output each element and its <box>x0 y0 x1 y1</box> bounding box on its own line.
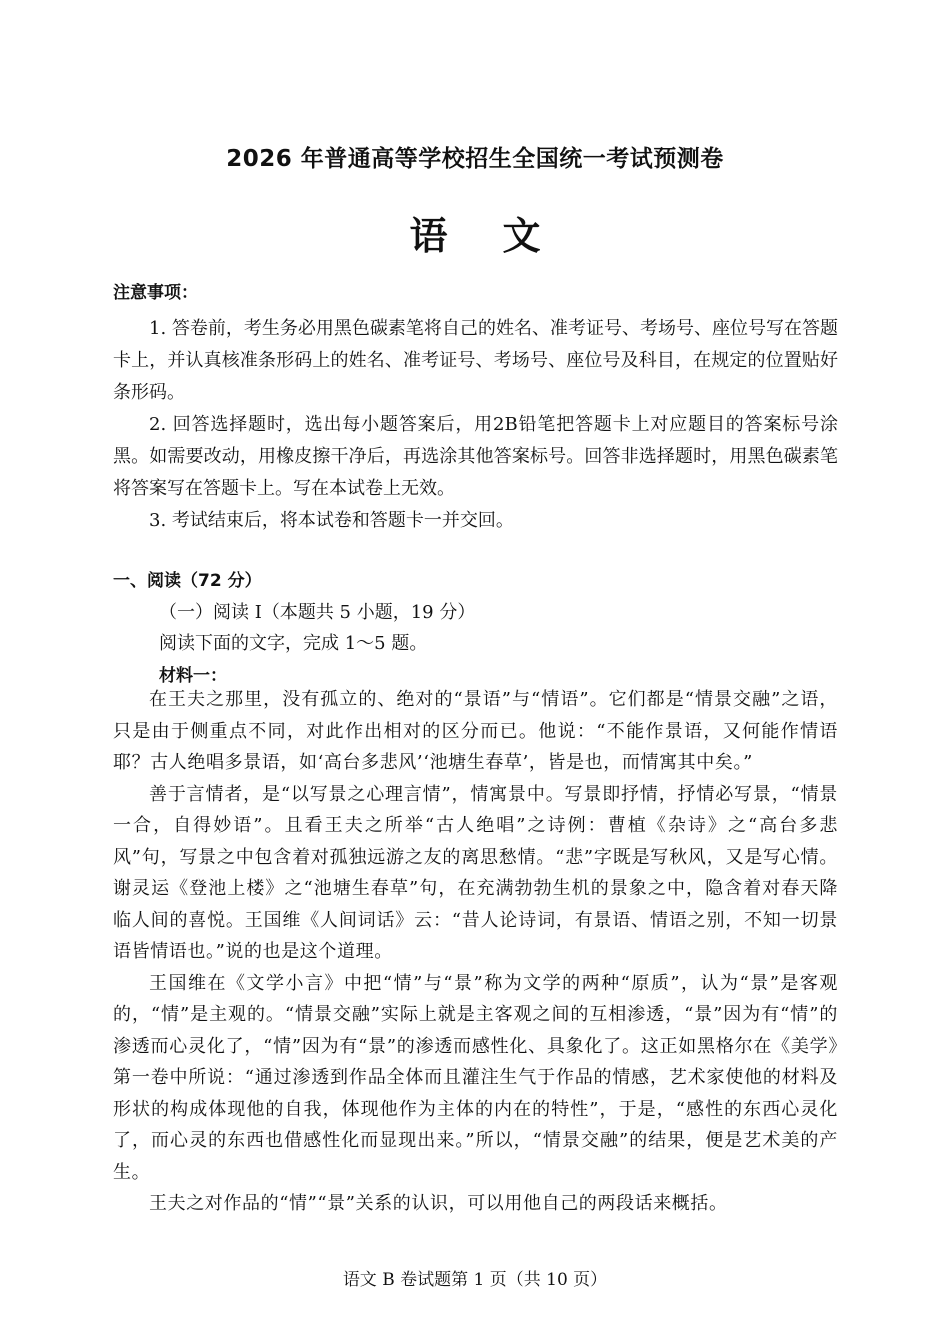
material-paragraph-3: 王国维在《文学小言》中把“情”与“景”称为文学的两种“原质”，认为“景”是客观的，“情”是主观的。“情景交融”实际上就是主客观之间的互相渗透，“景”因为有“情”的渗透而心灵化了，“情”因为有“景”的渗透而感性化、具象化了。这正如黑格尔在《美学》第一卷中所说：“通过渗透到作品全体而且灌注生气于作品的情感，艺术家使他的材料及形状的构成体现他的自我，体现他作为主体的内在的特性”，于是，“感性的东西心灵化了，而心灵的东西也借感性化而显现出来。”所以，“情景交融”的结果，便是艺术美的产生。 <box>113 972 838 1183</box>
exam-title: 2026 年普通高等学校招生全国统一考试预测卷 <box>226 146 724 172</box>
section-heading: 一、阅读（72 分） <box>113 571 262 591</box>
material-paragraph-4: 王夫之对作品的“情”“景”关系的认识，可以用他自己的两段话来概括。 <box>149 1193 728 1214</box>
material-body <box>113 684 838 1220</box>
notice-item-2: 2. 回答选择题时，选出每小题答案后，用2B铅笔把答题卡上对应题目的答案标号涂黑。如需要改动，用橡皮擦干净后，再选涂其他答案标号。回答非选择题时，用黑色碳素笔将答案写在答题卡上。写在本试卷上无效。 <box>113 414 838 499</box>
material-paragraph-2: 善于言情者，是“以写景之心理言情”，情寓景中。写景即抒情，抒情必写景，“情景一合，自得妙语”。且看王夫之所举“古人绝唱”之诗例：曹植《杂诗》之“高台多悲风”句，写景之中包含着对孤独远游之友的离思愁情。“悲”字既是写秋风，又是写心情。谢灵运《登池上楼》之“池塘生春草”句，在充满勃勃生机的景象之中，隐含着对春天降临人间的喜悦。王国维《人间词话》云：“昔人论诗词，有景语、情语之别，不知一切景语皆情语也。”说的也是这个道理。 <box>113 783 838 962</box>
material-paragraph-1: 在王夫之那里，没有孤立的、绝对的“景语”与“情语”。它们都是“情景交融”之语，只是由于侧重点不同，对此作出相对的区分而已。他说：“不能作景语，又何能作情语耶？古人绝唱多景语，如‘高台多悲风’‘池塘生春草’，皆是也，而情寓其中矣。” <box>113 689 838 773</box>
notice-item-3: 3. 考试结束后，将本试卷和答题卡一并交回。 <box>149 510 514 531</box>
notice-heading: 注意事项： <box>113 283 198 303</box>
reading-instruction: 阅读下面的文字，完成 1～5 题。 <box>159 633 428 654</box>
subject-title: 语文 <box>409 214 596 258</box>
material-label: 材料一： <box>159 666 227 686</box>
notice-list <box>113 313 838 537</box>
section-subheading: （一）阅读 I（本题共 5 小题，19 分） <box>159 602 476 623</box>
page-footer: 语文 B 卷试题第 1 页（共 10 页） <box>342 1270 608 1290</box>
notice-item-1: 1. 答卷前，考生务必用黑色碳素笔将自己的姓名、准考证号、考场号、座位号写在答题卡上，并认真核准条形码上的姓名、准考证号、考场号、座位号及科目，在规定的位置贴好条形码。 <box>113 318 838 403</box>
